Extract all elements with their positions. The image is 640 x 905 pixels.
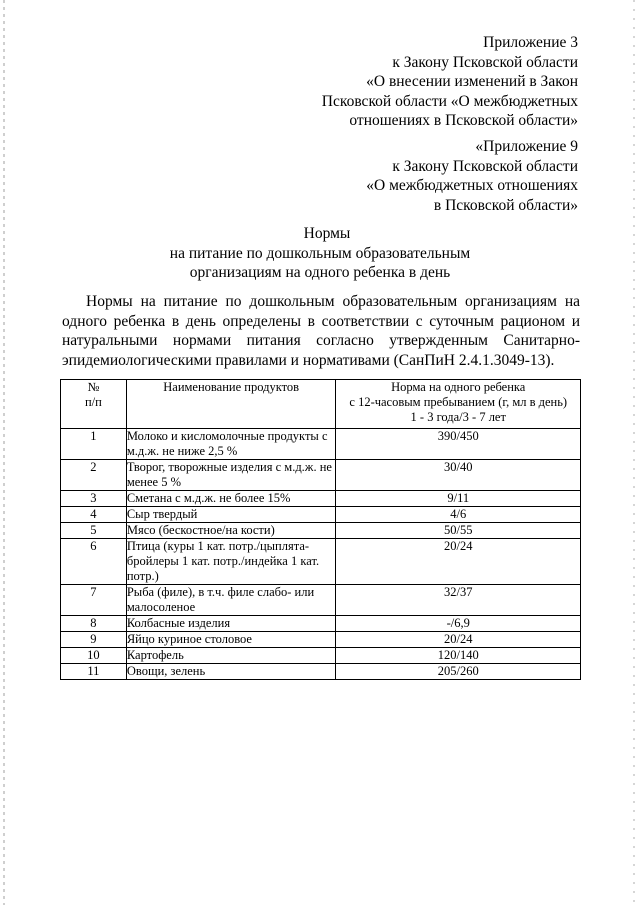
header-number	[61, 380, 127, 429]
intro-paragraph	[62, 292, 580, 370]
row-product: Яйцо куриное столовое	[126, 632, 336, 648]
row-norm-value: 120/140	[336, 648, 581, 664]
row-number: 8	[61, 616, 127, 632]
appendix-3-line: Приложение 3	[483, 34, 578, 51]
row-number: 5	[61, 523, 127, 539]
table-row	[61, 648, 581, 664]
table-row	[61, 507, 581, 523]
row-norm-value: -/6,9	[336, 616, 581, 632]
row-number: 2	[61, 460, 127, 491]
intro-line: одного ребенка в день определены в соответствии с суточным рационом и	[62, 312, 580, 330]
appendix-9-line: «Приложение 9	[475, 138, 578, 155]
header-norm	[336, 380, 581, 429]
appendix-9-reference	[366, 137, 578, 215]
appendix-9-line: к Закону Псковской области	[392, 157, 578, 175]
row-norm-value: 32/37	[336, 585, 581, 616]
title-line: организациям на одного ребенка в день	[189, 264, 451, 281]
row-norm-value: 390/450	[336, 429, 581, 460]
row-norm-value: 30/40	[336, 460, 581, 491]
row-number: 11	[61, 664, 127, 680]
table-row	[61, 429, 581, 460]
appendix-3-line: «О внесении изменений в Закон	[366, 73, 578, 90]
row-number: 3	[61, 491, 127, 507]
row-norm-value: 50/55	[336, 523, 581, 539]
row-norm-value: 205/260	[336, 664, 581, 680]
header-number-abbrev: п/п	[84, 395, 102, 409]
row-norm-value: 4/6	[336, 507, 581, 523]
appendix-9-line: в Псковской области»	[433, 196, 578, 214]
title-line: на питание по дошкольным образовательным	[169, 244, 471, 262]
table-header-row	[61, 380, 581, 429]
intro-line: эпидемиологическими правилами и нормативами (СанПиН 2.4.1.3049-13).	[62, 351, 555, 369]
row-norm-value: 20/24	[336, 632, 581, 648]
header-norm-line: Норма на одного ребенка	[391, 380, 526, 394]
row-norm-value: 9/11	[336, 491, 581, 507]
table-row	[61, 491, 581, 507]
appendix-3-reference	[322, 33, 578, 131]
row-number: 4	[61, 507, 127, 523]
table-row	[61, 539, 581, 585]
header-norm-line: 1 - 3 года/3 - 7 лет	[410, 410, 506, 424]
row-number: 1	[61, 429, 127, 460]
table-row	[61, 523, 581, 539]
table-row	[61, 585, 581, 616]
row-norm-value: 20/24	[336, 539, 581, 585]
food-norms-table	[60, 379, 581, 680]
row-product: Колбасные изделия	[126, 616, 336, 632]
scan-edge-left	[3, 0, 5, 905]
row-product: Сыр твердый	[126, 507, 336, 523]
table-row	[61, 460, 581, 491]
table-row	[61, 664, 581, 680]
row-product: Картофель	[126, 648, 336, 664]
table-row	[61, 616, 581, 632]
appendix-3-line: Псковской области «О межбюджетных	[321, 92, 578, 110]
document-title	[0, 224, 640, 283]
row-number: 7	[61, 585, 127, 616]
row-number: 10	[61, 648, 127, 664]
row-product: Овощи, зелень	[126, 664, 336, 680]
scan-edge-right	[633, 0, 635, 905]
appendix-9-line: «О межбюджетных отношениях	[366, 177, 578, 194]
row-product: Творог, творожные изделия с м.д.ж. не менее 5 %	[126, 460, 336, 491]
row-number: 9	[61, 632, 127, 648]
appendix-3-line: отношениях в Псковской области»	[349, 112, 578, 129]
header-norm-line: с 12-часовым пребыванием (г, мл в день)	[349, 395, 568, 409]
table-row	[61, 632, 581, 648]
appendix-3-line: к Закону Псковской области	[392, 53, 578, 71]
header-number-symbol: №	[87, 380, 100, 394]
intro-line: Нормы на питание по дошкольным образовательным организациям на	[86, 293, 580, 310]
row-product: Мясо (бескостное/на кости)	[126, 523, 336, 539]
title-heading: Нормы	[303, 225, 351, 242]
row-product: Птица (куры 1 кат. потр./цыплята-бройлеры 1 кат. потр./индейка 1 кат. потр.)	[126, 539, 336, 585]
row-product: Сметана с м.д.ж. не более 15%	[126, 491, 336, 507]
row-number: 6	[61, 539, 127, 585]
intro-line: натуральными нормами питания согласно утвержденным Санитарно-	[62, 332, 580, 349]
row-product: Молоко и кисломолочные продукты с м.д.ж. не ниже 2,5 %	[126, 429, 336, 460]
row-product: Рыба (филе), в т.ч. филе слабо- или малосоленое	[126, 585, 336, 616]
header-product-name: Наименование продуктов	[126, 380, 336, 429]
